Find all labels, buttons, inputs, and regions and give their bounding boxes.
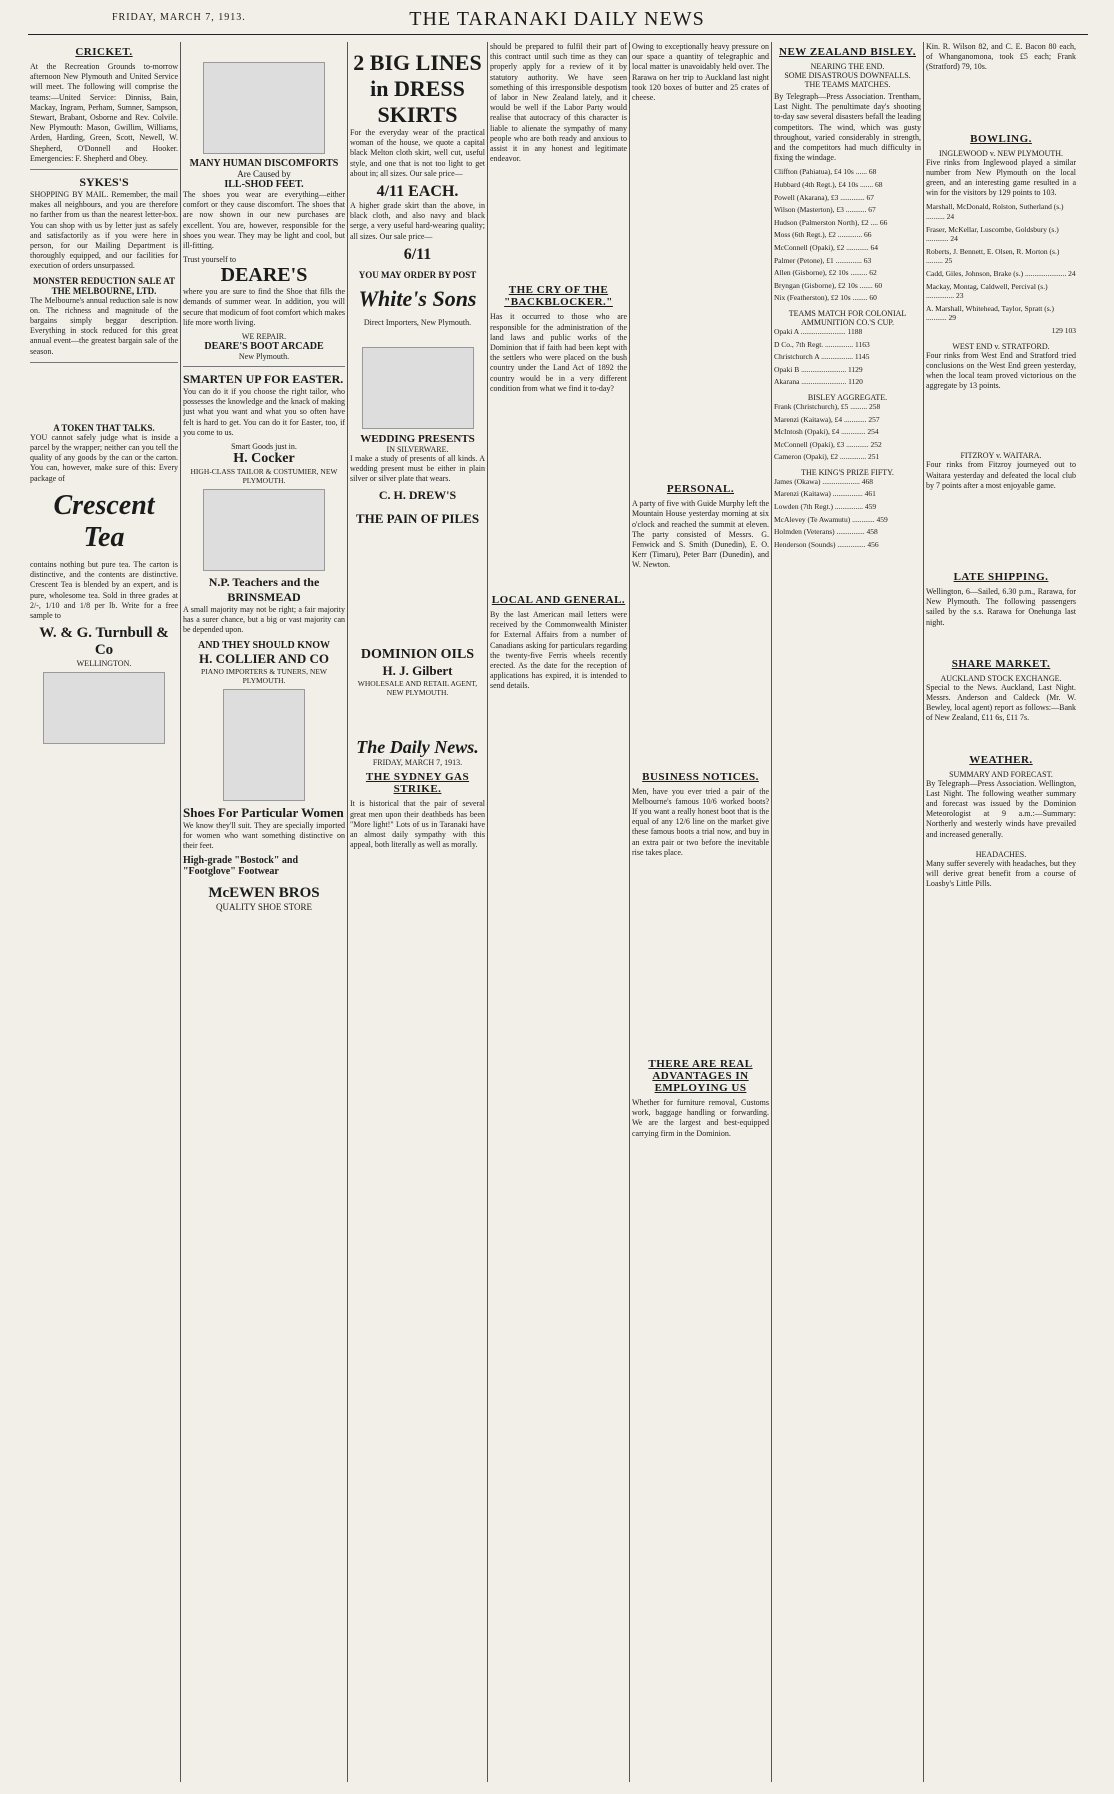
sykes-heading: SYKES'S xyxy=(79,175,129,190)
score-line: Cliffton (Pahiatua), £4 10s ...... 68 xyxy=(774,167,877,177)
cricket-heading: CRICKET. xyxy=(75,46,133,58)
teapot-image xyxy=(362,347,474,429)
score-line: Henderson (Sounds) ............... 456 xyxy=(774,539,879,549)
strike-heading: THE SYDNEY GAS STRIKE. xyxy=(365,771,470,796)
turnbull-name: W. & G. Turnbull & Co xyxy=(39,625,169,659)
score-line: Marshall, McDonald, Rolston, Sutherland (s.) .......... 24 xyxy=(926,202,1064,222)
local-general-heading: LOCAL AND GENERAL. xyxy=(491,594,626,607)
score-line: Bryngan (Gisborne), £2 10s ....... 60 xyxy=(774,280,883,290)
column-1 xyxy=(30,42,178,1782)
score-line: Nix (Featherston), £2 10s ........ 60 xyxy=(774,293,877,303)
score-line: Roberts, J. Bennett, E. Olsen, R. Morton (s.) ......... 25 xyxy=(926,246,1060,266)
bisley-heading: NEW ZEALAND BISLEY. xyxy=(779,46,916,58)
score-line: Opaki A ........................ 1188 xyxy=(774,326,863,336)
score-line: A. Marshall, Whitehead, Taylor, Spratt (s.) ........... 29 xyxy=(926,303,1055,323)
late-shipping-heading: LATE SHIPPING. xyxy=(953,570,1049,583)
issue-date: FRIDAY, MARCH 7, 1913. xyxy=(112,12,246,23)
bowling-heading: BOWLING. xyxy=(970,132,1032,145)
brinsmead-heading: N.P. Teachers and the BRINSMEAD xyxy=(208,575,320,605)
mcewen-heading: McEWEN BROS xyxy=(208,885,320,902)
score-line: Holmden (Veterans) ............... 458 xyxy=(774,527,878,537)
score-line: Akarana ........................ 1120 xyxy=(774,377,863,387)
score-line: Mackay, Montag, Caldwell, Percival (s.) ............... 23 xyxy=(926,281,1048,301)
cricket-text: At the Recreation Grounds to-morrow afternoon New Plymouth and United Service will meet. The following will comprise the teams:—United Service: Dinniss, Bain, Mackay, Ingram, Perham, Sumner, Sampson, Stewart, Brabant, Osborne and Rev. Colvile. New Plymouth: Mason, Gwillim, Williams, Arden, Harding, Green, Scott, Newell, W. Shepherd, O'Donnell and Hooker. Emergencies: F. Shepherd and Obey. xyxy=(30,62,178,163)
collier-heading: H. COLLIER AND CO xyxy=(198,650,330,666)
tea-box-image xyxy=(43,672,165,744)
rinks-list xyxy=(926,202,1076,323)
shoes-heading: Shoes For Particular Women xyxy=(183,804,344,820)
column-rule xyxy=(487,42,488,1782)
deare-arcade: DEARE'S BOOT ARCADE xyxy=(204,341,324,353)
newspaper-title: THE TARANAKI DAILY NEWS xyxy=(409,8,705,30)
score-line: Fraser, McKellar, Luscombe, Goldsbury (s.) ............ 24 xyxy=(926,224,1059,244)
ladies-boot-image xyxy=(223,689,305,801)
score-line: Lowden (7th Regt.) ............... 459 xyxy=(774,502,877,512)
score-line: Cadd, Giles, Johnson, Brake (s.) ...................... 24 xyxy=(926,268,1076,278)
score-line: McIntosh (Opaki), £4 ............. 254 xyxy=(774,427,879,437)
score-list xyxy=(774,167,921,303)
score-line: Powell (Akarana), £3 ............. 67 xyxy=(774,192,874,202)
score-line: Wilson (Masterton), £3 ........... 67 xyxy=(774,205,876,215)
kings-prize-list xyxy=(774,477,921,550)
wedding-heading: WEDDING PRESENTS xyxy=(360,432,475,445)
crescent-text: contains nothing but pure tea. The carton is distinctive, and the contents are distinctive. Crescent Tea is blended by an expert, and is pure, wholesome tea. Sold in three grades at 2/-, 1/10 and 1/8 per lb. Write for a free sample to xyxy=(30,559,178,620)
column-rule xyxy=(771,42,772,1782)
score-line: Marenzi (Kaitawa) ................ 461 xyxy=(774,489,876,499)
column-rule xyxy=(347,42,348,1782)
daily-news-nameplate: The Daily News. xyxy=(356,737,479,758)
score-line: Allen (Gisborne), £2 10s ......... 62 xyxy=(774,268,877,278)
column-rule xyxy=(180,42,181,1782)
column-7: Kin. R. Wilson 82, and C. E. Bacon 80 each, of Whanganomona, took £5 each; Frank (Stratford) 79, 10s. BOWLING. INGLEWOOD v. NEW PLYMOUTH. Five rinks from Inglewood played a similar number from New Plymouth on the local green, and an interesting game resulted in a win for the visitors by 129 points to 103. Marshall, McDonald, Rolston, Sutherland (s.) .......... 24 Fraser, McKellar, Luscombe, Goldsbury (s.) ............ 24 Roberts, J. Bennett, E. Olsen, R. Morton (s.) ......... 25 Cadd, Giles, Johnson, Brake (s.) ...................... 24 Mackay, Montag, Caldwell, Percival (s.) ............... 23 A. Marshall, Whitehead, Taylor, Spratt (s.) ........... 29 129 103 WEST END v. STRATFORD. Four rinks from West End and Stratford tried conclusions on the West End green yesterday, when the local team proved victorious on the aggregate by 13 points. FITZROY v. WAITARA. Four rinks from Fitzroy journeyed out to Waitara yesterday and defeated the local club by 7 points after a most enjoyable game. LATE SHIPPING. Wellington, 6—Sailed, 6.30 p.m., Rarawa, for New Plymouth. The following passengers sailed by the s.s. Rarawa for Onehunga last night. SHARE MARKET. AUCKLAND STOCK EXCHANGE. Special to the News. Auckland, Last Night. Messrs. Anderson and Caldeck (Mr. W. Bewley, local agent) report as follows:—Bank of New Zealand, £11 6s, £11 7s. WEATHER. SUMMARY AND FORECAST. By Telegraph—Press Association. Wellington, Last Night. The following weather summary and forecast was issued by the Dominion Meteorologist at 9 a.m.:—Summary: Northerly and westerly winds have prevailed and increased generally. HEADACHES. Many suffer severely with headaches, but they will derive great benefit from a course of Loasby's Little Pills. xyxy=(926,42,1076,889)
token-text: YOU cannot safely judge what is inside a parcel by the wrapper; neither can you tell the quality of any goods by the can or the carton. You can, however, make sure of this: Every package of xyxy=(30,432,178,483)
column-5: Owing to exceptionally heavy pressure on our space a quantity of telegraphic and local matter is unavoidably held over. The Rarawa on her trip to Auckland last night took 120 boxes of butter and 25 crates of cheese. PERSONAL. A party of five with Guide Murphy left the Mountain House yesterday morning at six o'clock and reached the summit at eleven. The party consisted of Messrs. G. Fenwick and S. Smith (Dunedin), E. O. Kerr (Timaru), Peter Barr (Dunedin), and W. Newton. BUSINESS NOTICES. Men, have you ever tried a pair of the Melbourne's famous 10/6 worked boots? If you want a really honest boot that is the equal of any 12/6 line on the market give these famous boots a trial now, and buy in an extra pair or two before the inevitable rise takes place. THERE ARE REAL ADVANTAGES IN EMPLOYING US Whether for furniture removal, Customs work, baggage handling or forwarding. We are the largest and best-equipped carrying firm in the Dominion. xyxy=(632,42,769,1138)
whites-logo: White's Sons xyxy=(358,285,477,311)
weather-heading: WEATHER. xyxy=(969,753,1033,766)
sykes-text: SHOPPING BY MAIL. Remember, the mail makes all neighbours, and you are therefore no farther from us than the nearest letter-box. You can shop with us by letter just as safely and satisfactorily as if you were here in person, for our Mailing Department is thoroughly equipped, and our facilities for execution of orders unsurpassed. xyxy=(30,190,178,271)
score-line: Frank (Christchurch), £5 ......... 258 xyxy=(774,401,881,411)
masthead-rule xyxy=(28,34,1088,35)
crescent-tea-logo: Crescent Tea xyxy=(53,489,155,553)
sale-text: The Melbourne's annual reduction sale is now on. The richness and magnitude of the bargains simply beggar description. Everything in stock reduced for this great annual event—the greatest bargain sale of the season. xyxy=(30,295,178,356)
business-notices-heading: BUSINESS NOTICES. xyxy=(642,770,759,783)
column-4: should be prepared to fulfil their part of this contract until such time as they can properly apply for a review of it by statutory authority. We have seen something of this irresponsible despotism of labor in New Zealand lately, and it would be well if the Labor Party would realise that autocracy of this character is liable to alienate the sympathy of many people who are both ready and anxious to assist it in any honest and legitimate endeavor. THE CRY OF THE "BACKBLOCKER." Has it occurred to those who are responsible for the administration of the land laws and public works of the Dominion that if faith had been kept with the settlers who were placed on the bush country under the Land Act of 1892 the country would be in a very different condition from what we find it to-day? LOCAL AND GENERAL. By the last American mail letters were received by the Commonwealth Minister for External Affairs from a number of Canadians asking for particulars regarding the twenty-five Ferris wheels recently erected. As the date for the reception of applications has expired, it is intended to send details. xyxy=(490,42,627,691)
score-line: Hubbard (4th Regt.), £4 10s ....... 68 xyxy=(774,180,883,190)
column-2: MANY HUMAN DISCOMFORTS Are Caused by ILL-SHOD FEET. The shoes you wear are everything—either comfort or they cause discomfort. The shoes that are now shown in our new purchases are excellent. You are, however, responsible for the shoes you wear. They may be light and cool, but ill-fitting. Trust yourself to DEARE'S where you are sure to find the Shoe that fills the demands of summer wear. In addition, you will secure that modicum of foot comfort which makes life more worth living. WE REPAIR. DEARE'S BOOT ARCADE New Plymouth. SMARTEN UP FOR EASTER. You can do it if you choose the right tailor, who possesses the knowledge and the knack of making just what you want and what you so often have felt is hard to get. You can do it for Easter, too, if you come to us. Smart Goods just in. H. Cocker HIGH-CLASS TAILOR & COSTUMIER, NEW PLYMOUTH. N.P. Teachers and the BRINSMEAD A small majority may not be right; a fair majority has a surer chance, but a big or vast majority can be depended upon. AND THEY SHOULD KNOW H. COLLIER AND CO PIANO IMPORTERS & TUNERS, NEW PLYMOUTH. Shoes For Particular Women We know they'll suit. They are specially imported for women who want something distinctive on their feet. High-grade "Bostock" and "Footglove" Footwear McEWEN BROS QUALITY SHOE STORE xyxy=(183,42,345,1782)
smarten-heading: SMARTEN UP FOR EASTER. xyxy=(183,372,344,387)
score-line: Marenzi (Kaitawa), £4 ............ 257 xyxy=(774,414,880,424)
column-rule xyxy=(629,42,630,1782)
piles-heading: THE PAIN OF PILES xyxy=(355,511,480,527)
score-line: Opaki B ........................ 1129 xyxy=(774,364,863,374)
backblocker-heading: THE CRY OF THE "BACKBLOCKER." xyxy=(504,284,613,309)
cocker-heading: H. Cocker xyxy=(233,451,295,467)
deare-heading: DEARE'S xyxy=(220,264,308,287)
score-line: James (Okawa) .................... 468 xyxy=(774,476,873,486)
score-line: Moss (6th Regt.), £2 ............. 66 xyxy=(774,230,872,240)
score-line: Christchurch A ................. 1145 xyxy=(774,352,870,362)
boot-image xyxy=(203,62,325,154)
column-rule xyxy=(923,42,924,1782)
column-6: NEW ZEALAND BISLEY. NEARING THE END. SOME DISASTROUS DOWNFALLS. THE TEAMS MATCHES. By Telegraph—Press Association. Trentham, Last Night. The penultimate day's shooting to-day saw several disasters befall the leading competitors. The wind, which was gusty throughout, varied considerably in strength, and the competitors had much difficulty in fixing the windage. Cliffton (Pahiatua), £4 10s ...... 68 Hubbard (4th Regt.), £4 10s ....... 68 Powell (Akarana), £3 ............. 67 Wilson (Masterton), £3 ........... 67 Hudson (Palmerston North), £2 .... 66 Moss (6th Regt.), £2 ............. 66 McConnell (Opaki), £2 ............ 64 Palmer (Petone), £1 .............. 63 Allen (Gisborne), £2 10s ......... 62 Bryngan (Gisborne), £2 10s ....... 60 Nix (Featherston), £2 10s ........ 60 TEAMS MATCH FOR COLONIAL AMMUNITION CO.'S CUP. Opaki A ........................ 1188 D Co., 7th Regt. ............... 1163 Christchurch A ................. 1145 Opaki B ........................ 1129 Akarana ........................ 1120 BISLEY AGGREGATE. Frank (Christchurch), £5 ......... 258 Marenzi (Kaitawa), £4 ............ 257 McIntosh (Opaki), £4 ............. 254 McConnell (Opaki), £3 ............ 252 Cameron (Opaki), £2 .............. 251 THE KING'S PRIZE FIFTY. James (Okawa) .................... 468 Marenzi (Kaitawa) ................ 461 Lowden (7th Regt.) ............... 459 McAlevey (Te Awamutu) ............ 459 Holmden (Veterans) ............... 458 Henderson (Sounds) ............... 456 xyxy=(774,46,921,549)
piano-image xyxy=(203,489,325,571)
bowling-totals: 129 103 xyxy=(1051,325,1076,335)
discomforts-heading: MANY HUMAN DISCOMFORTS xyxy=(189,158,339,169)
personal-heading: PERSONAL. xyxy=(666,483,735,496)
share-market-heading: SHARE MARKET. xyxy=(951,657,1051,670)
score-line: McConnell (Opaki), £3 ............ 252 xyxy=(774,439,882,449)
teams-list xyxy=(774,327,921,387)
score-line: Palmer (Petone), £1 .............. 63 xyxy=(774,255,872,265)
column-3: 2 BIG LINES in DRESS SKIRTS For the everyday wear of the practical woman of the house, we quote a capital black Melton cloth skirt, well cut, useful style, and one that is not too light to get about in; all sizes. Our sale price— 4/11 EACH. A higher grade skirt than the above, in black cloth, and also navy and black serge, a very useful hard-wearing quality; all sizes. Our sale price— 6/11 YOU MAY ORDER BY POST White's Sons Direct Importers, New Plymouth. WEDDING PRESENTS IN SILVERWARE. I make a study of presents of all kinds. A wedding present must be either in plain silver or silver plate that wears. C. H. DREW'S THE PAIN OF PILES DOMINION OILS H. J. Gilbert WHOLESALE AND RETAIL AGENT, NEW PLYMOUTH. The Daily News. FRIDAY, MARCH 7, 1913. THE SYDNEY GAS STRIKE. It is historical that the pair of several great men upon their deathbeds has been "More light!" Lots of us in Taranaki have an almost daily sympathy with this appeal, both literally as well as morally. xyxy=(350,50,485,850)
score-line: McConnell (Opaki), £2 ............ 64 xyxy=(774,242,878,252)
token-heading: A TOKEN THAT TALKS. xyxy=(53,422,155,433)
dominion-oils-heading: DOMINION OILS xyxy=(360,647,475,663)
score-line: Hudson (Palmerston North), £2 .... 66 xyxy=(774,217,888,227)
score-line: Cameron (Opaki), £2 .............. 251 xyxy=(774,452,880,462)
dress-skirts-heading: 2 BIG LINES in DRESS SKIRTS xyxy=(353,50,482,127)
sale-heading: MONSTER REDUCTION SALE AT THE MELBOURNE, LTD. xyxy=(32,275,176,296)
discomforts-text: The shoes you wear are everything—either comfort or they cause discomfort. The shoes that are now shown in our new purchases are excellent. You are, however, responsible for the shoes you wear. They may be light and cool, but ill-fitting. xyxy=(183,190,345,251)
score-line: McAlevey (Te Awamutu) ............ 459 xyxy=(774,514,888,524)
turnbull-city: WELLINGTON. xyxy=(76,659,132,669)
score-line: D Co., 7th Regt. ............... 1163 xyxy=(774,339,870,349)
aggregate-list xyxy=(774,402,921,462)
advantages-heading: THERE ARE REAL ADVANTAGES IN EMPLOYING US xyxy=(648,1058,753,1095)
